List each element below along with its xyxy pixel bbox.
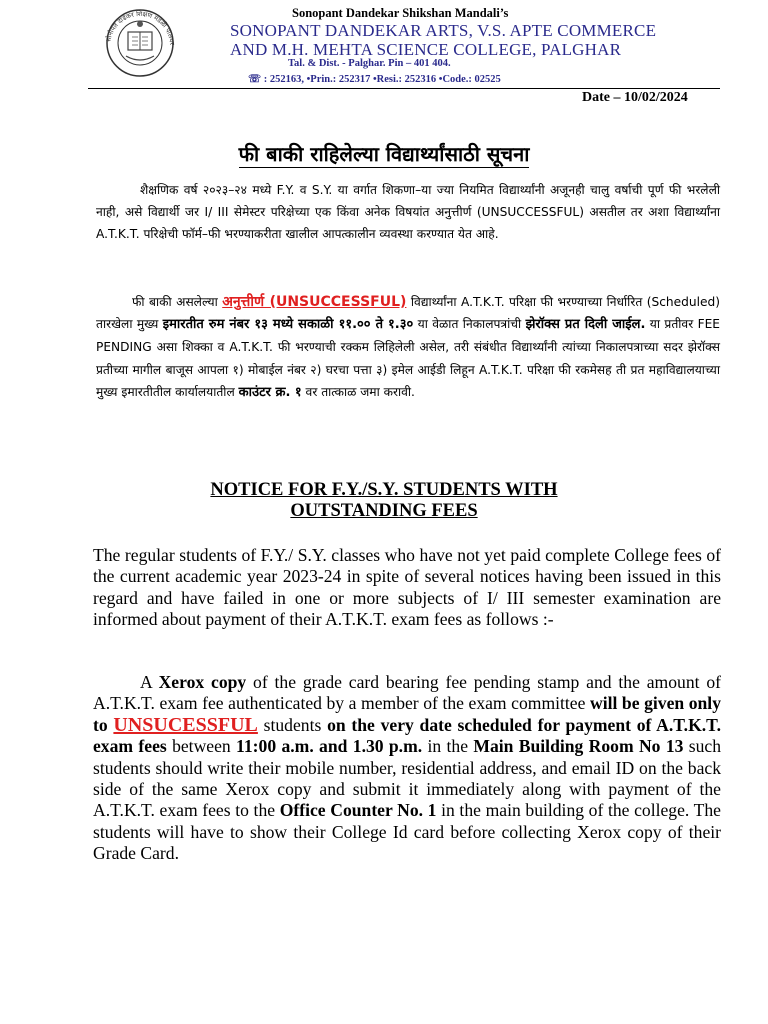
en-unsuccessful-highlight: UNSUCESSFUL: [113, 713, 258, 736]
mr-p2-text-b: विद्यार्थ्यांना A.T.K.T. परिक्षा फी भरण्याच्या निर्धारित (Scheduled) तारखेला मुख्य: [96, 295, 720, 332]
en-p2-text-f: such students should write their mobile number, residential address, and email ID on the back side of the same Xerox copy and submit it immediately along with payment of the A.T.K.T. exam fees to the: [93, 736, 722, 821]
marathi-paragraph-1: शैक्षणिक वर्ष २०२३–२४ मध्ये F.Y. व S.Y. या वर्गात शिकणा–या ज्या नियमित विद्यार्थ्यांनी अजूनही चालु वर्षाची पूर्ण फी भरलेली नाही, असे विद्यार्थी जर I/ III सेमेस्टर परिक्षेच्या एक किंवा अनेक विषयांत अनुत्तीर्ण (UNSUCCESSFUL) असतील तर अशा विद्यार्थ्यांना A.T.K.T. परिक्षेची फॉर्म–फी भरण्याकरीता खालील आपत्कालीन व्यवस्था करण्यात येत आहे.: [96, 183, 720, 242]
english-paragraph-2: [93, 672, 721, 865]
en-p2-text-c: students: [257, 714, 328, 735]
logo-text: सोनोपंत दांडेकर शिक्षण मंडळी पालघर: [104, 9, 177, 46]
en-room-bold: Main Building Room No 13: [473, 736, 684, 757]
mr-p2-text-a: फी बाकी असलेल्या: [132, 295, 223, 309]
notice-date: Date – 10/02/2024: [582, 90, 688, 105]
header-divider: [88, 88, 720, 89]
en-p2-text-g: in the main building of the college. The students will have to show their College Id card before collecting Xerox copy of their Grade Card.: [93, 800, 721, 864]
en-will-be-given-bold: will be given only to: [93, 693, 721, 735]
mr-p2-text-c: या वेळात निकालपत्रांची: [413, 317, 526, 332]
college-address: Tal. & Dist. - Palghar. Pin – 401 404.: [288, 58, 451, 69]
mr-p2-text-e: वर तात्काळ जमा करावी.: [301, 384, 415, 399]
college-logo: [96, 8, 184, 78]
english-paragraph-1: The regular students of F.Y./ S.Y. classes who have not yet paid complete College fees of the current academic year 2023-24 in spite of several notices having been issued in this regard and have failed in one or more subjects of I/ III semester examination are informed about payment of their A.T.K.T. exam fees as follows :-: [93, 545, 721, 630]
mr-room-time-bold: इमारतीत रुम नंबर १३ मध्ये सकाळी ११.०० ते १.३०: [162, 317, 414, 333]
college-name-line1: SONOPANT DANDEKAR ARTS, V.S. APTE COMMERCE: [230, 21, 657, 40]
college-name-line2: AND M.H. MEHTA SCIENCE COLLEGE, PALGHAR: [230, 40, 622, 59]
mr-counter-bold: काउंटर क्र. १: [238, 384, 302, 400]
en-xerox-copy-bold: Xerox copy: [158, 672, 247, 692]
english-notice-title: [0, 480, 768, 522]
en-time-bold: 11:00 a.m. and 1.30 p.m.: [236, 736, 423, 757]
marathi-paragraph-2: [96, 291, 720, 404]
en-p2-text-a: A: [140, 672, 159, 692]
en-p2-text-e: in the: [422, 736, 474, 757]
en-office-counter-bold: Office Counter No. 1: [279, 800, 437, 821]
english-title-line2: OUTSTANDING FEES: [290, 501, 478, 521]
english-title-line1: NOTICE FOR F.Y./S.Y. STUDENTS WITH: [210, 480, 558, 500]
en-p2-text-b: of the grade card bearing fee pending stamp and the amount of A.T.K.T. exam fee authenticated by a member of the exam committee: [93, 672, 721, 714]
marathi-notice-title: [0, 140, 768, 167]
mr-p2-text-d: या प्रतीवर FEE PENDING असा शिक्का व A.T.K.T. फी भरण्याची रक्कम लिहिलेली असेल, तरी संबंधीत विद्यार्थ्यांनी त्यांच्या निकालपत्राच्या सदर झेरॉक्स प्रतीच्या मागील बाजूस आपला १) मोबाईल नंबर २) घरचा पत्ता ३) इमेल आईडी लिहून A.T.K.T. परिक्षा फी रकमेसह ती प्रत महाविद्यालयाच्या मुख्य इमारतीतील कार्यालयातील: [96, 317, 720, 399]
en-p2-text-d: between: [166, 736, 237, 757]
college-phone-numbers: ☏ : 252163, •Prin.: 252317 •Resi.: 252316 •Code.: 02525: [248, 74, 501, 85]
mr-unsuccessful-highlight: अनुत्तीर्ण (UNSUCCESSFUL): [222, 294, 407, 310]
mr-xerox-bold: झेरॉक्स प्रत दिली जाईल.: [525, 317, 646, 333]
society-name: Sonopant Dandekar Shikshan Mandali’s: [292, 6, 509, 20]
marathi-title-text: फी बाकी राहिलेल्या विद्यार्थ्यांसाठी सूचना: [238, 142, 530, 166]
en-scheduled-date-bold: on the very date scheduled for payment of A.T.K.T. exam fees: [93, 714, 721, 757]
